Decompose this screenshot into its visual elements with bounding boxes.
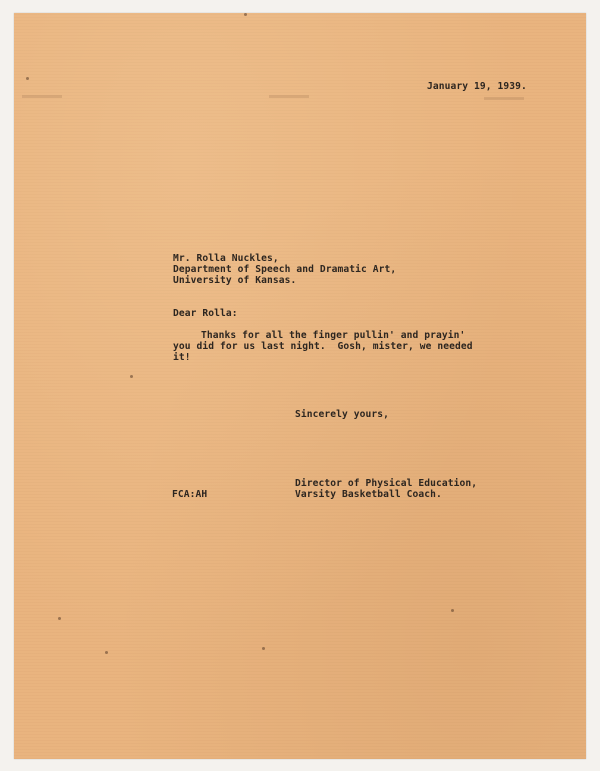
paper-speck [262,647,265,650]
body-line: Thanks for all the finger pullin' and prayin' [201,330,466,341]
letter-page [14,13,586,759]
body-line: you did for us last night. Gosh, mister, we needed [173,341,473,352]
reference-initials: FCA:AH [172,489,208,500]
recipient-institution: University of Kansas. [173,275,297,286]
bleed-through-mark [484,97,524,100]
signature-title: Director of Physical Education, [295,478,478,489]
paper-speck [244,13,247,16]
salutation: Dear Rolla: [173,308,238,319]
recipient-department: Department of Speech and Dramatic Art, [173,264,397,275]
bleed-through-mark [269,95,309,98]
paper-speck [451,609,454,612]
signature-title: Varsity Basketball Coach. [295,489,442,500]
paper-speck [105,651,108,654]
letter-date: January 19, 1939. [427,81,527,92]
paper-speck [130,375,133,378]
paper-speck [58,617,61,620]
recipient-name: Mr. Rolla Nuckles, [173,253,279,264]
paper-speck [26,77,29,80]
bleed-through-mark [22,95,62,98]
body-line: it! [173,352,191,363]
complimentary-closing: Sincerely yours, [295,409,390,420]
